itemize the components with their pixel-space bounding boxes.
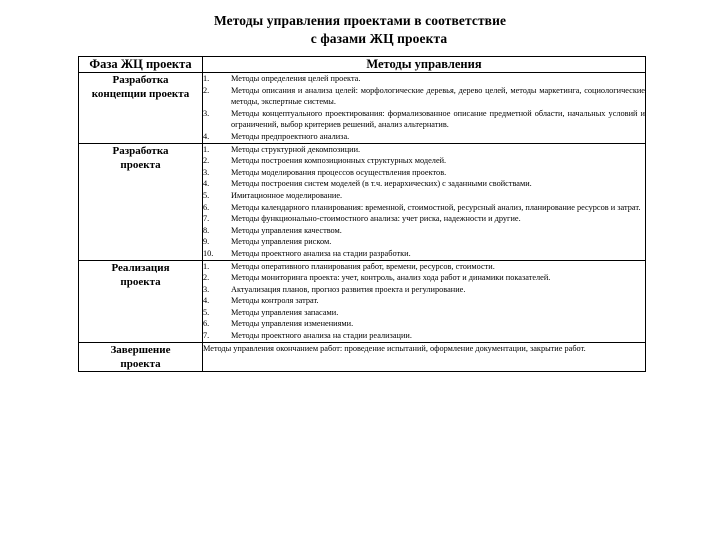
list-item-number: 2.	[203, 156, 210, 166]
list-item-number: 10.	[203, 248, 214, 258]
table-row	[79, 73, 646, 144]
phase-cell-concept-development	[79, 73, 203, 144]
list-item-text: Методы моделирования процессов осуществления проектов.	[231, 167, 447, 177]
list-item	[203, 190, 645, 202]
list-item-number: 2.	[203, 273, 210, 283]
list-item-text: Методы управления риском.	[231, 237, 332, 247]
methods-list	[203, 144, 645, 260]
methods-cell-project-closure	[203, 342, 646, 371]
table-header	[79, 57, 646, 73]
list-item-number: 8.	[203, 225, 210, 235]
page-title-line-2: с фазами ЖЦ проекта	[310, 31, 448, 46]
list-item-text: Методы предпроектного анализа.	[231, 131, 350, 141]
methods-table-container	[78, 56, 645, 372]
list-item-number: 3.	[203, 167, 210, 177]
phase-cell-project-development	[79, 143, 203, 260]
list-item-text: Методы мониторинга проекта: учет, контроль, анализ хода работ и динамики показателей.	[231, 273, 551, 283]
list-item	[203, 213, 645, 225]
list-item-text: Методы проектного анализа на стадии разработки.	[231, 248, 411, 258]
methods-cell-project-implementation	[203, 260, 646, 342]
list-item-number: 1.	[203, 74, 210, 83]
list-item-text: Методы построения композиционных структурных моделей.	[231, 156, 447, 166]
list-item	[203, 167, 645, 179]
phase-label-line-1: Разработка	[112, 74, 169, 86]
list-item-text: Методы концептуального проектирования: формализованное описание предметной области, начальных условий и ограничений, выбор критериев решений, анализ альтернатив.	[231, 108, 645, 130]
list-item-number: 1.	[203, 261, 210, 271]
phase-label-line-2: проекта	[120, 275, 161, 288]
list-item-number: 6.	[203, 202, 210, 212]
list-item	[203, 284, 645, 296]
list-item-text: Методы определения целей проекта.	[231, 74, 361, 83]
list-item	[203, 307, 645, 319]
column-header-phase-line-1: Фаза ЖЦ	[89, 57, 143, 71]
list-item-text: Методы функционально-стоимостного анализа: учет риска, надежности и другие.	[231, 214, 521, 224]
phase-label-line-2: концепции проекта	[91, 88, 190, 100]
list-item	[203, 225, 645, 237]
list-item-text: Методы календарного планирования: временной, стоимостной, ресурсный анализ, планирование ресурсов и затрат.	[231, 202, 641, 212]
page-title	[0, 12, 720, 48]
list-item-text: Методы управления изменениями.	[231, 319, 354, 329]
phase-label-line-1: Реализация	[111, 261, 170, 274]
phase-label-line-1: Разработка	[112, 144, 169, 157]
list-item	[203, 318, 645, 330]
list-item-text: Методы описания и анализа целей: морфологические деревья, дерево целей, методы маркетинга, социологические методы, экспертные системы.	[231, 85, 645, 107]
methods-text: Методы управления окончанием работ: проведение испытаний, оформление документации, закрытие работ.	[203, 343, 586, 353]
list-item-text: Методы управления качеством.	[231, 225, 342, 235]
list-item	[203, 144, 645, 156]
list-item-number: 3.	[203, 284, 210, 294]
list-item	[203, 131, 645, 143]
list-item	[203, 295, 645, 307]
list-item-text: Методы проектного анализа на стадии реализации.	[231, 331, 412, 341]
list-item-number: 9.	[203, 237, 210, 247]
phase-label-line-2: проекта	[120, 158, 161, 171]
table-row	[79, 260, 646, 342]
list-item-number: 7.	[203, 331, 210, 341]
list-item-text: Имитационное моделирование.	[231, 190, 343, 200]
list-item-text: Методы управления запасами.	[231, 307, 339, 317]
list-item-number: 4.	[203, 296, 210, 306]
list-item	[203, 155, 645, 167]
table-row	[79, 342, 646, 371]
list-item-number: 5.	[203, 190, 210, 200]
list-item-number: 2.	[203, 85, 210, 95]
methods-list	[203, 261, 645, 342]
table-body	[79, 73, 646, 372]
page-title-line-1: Методы управления проектами в соответствие	[213, 13, 507, 28]
phase-label-line-2: проекта	[120, 357, 161, 370]
list-item-text: Методы структурной декомпозиции.	[231, 144, 361, 154]
list-item	[203, 236, 645, 248]
list-item	[203, 202, 645, 214]
list-item-number: 5.	[203, 307, 210, 317]
column-header-phase	[79, 57, 203, 73]
list-item-text: Методы оперативного планирования работ, времени, ресурсов, стоимости.	[231, 261, 495, 271]
methods-cell-concept-development	[203, 73, 646, 144]
list-item-number: 3.	[203, 108, 210, 118]
list-item-text: Актуализация планов, прогноз развития проекта и регулирование.	[231, 284, 466, 294]
table-header-row	[79, 57, 646, 73]
phase-cell-project-implementation	[79, 260, 203, 342]
list-item-text: Методы контроля затрат.	[231, 296, 319, 306]
list-item	[203, 178, 645, 190]
list-item-number: 6.	[203, 319, 210, 329]
list-item	[203, 330, 645, 342]
list-item-text: Методы построения систем моделей (в т.ч. иерархических) с заданными свойствами.	[231, 179, 532, 189]
phase-cell-project-closure	[79, 342, 203, 371]
methods-cell-project-development	[203, 143, 646, 260]
list-item	[203, 272, 645, 284]
list-item-number: 4.	[203, 179, 210, 189]
methods-list	[203, 73, 645, 143]
list-item-number: 4.	[203, 131, 210, 141]
list-item	[203, 108, 645, 131]
column-header-methods: Методы управления	[203, 57, 646, 73]
phase-label-line-1: Завершение	[110, 343, 171, 356]
list-item	[203, 248, 645, 260]
list-item	[203, 85, 645, 108]
list-item-number: 1.	[203, 144, 210, 154]
methods-table	[78, 56, 646, 372]
list-item-number: 7.	[203, 214, 210, 224]
table-row	[79, 143, 646, 260]
list-item	[203, 73, 645, 85]
column-header-phase-line-2: проекта	[145, 57, 192, 71]
list-item	[203, 261, 645, 273]
